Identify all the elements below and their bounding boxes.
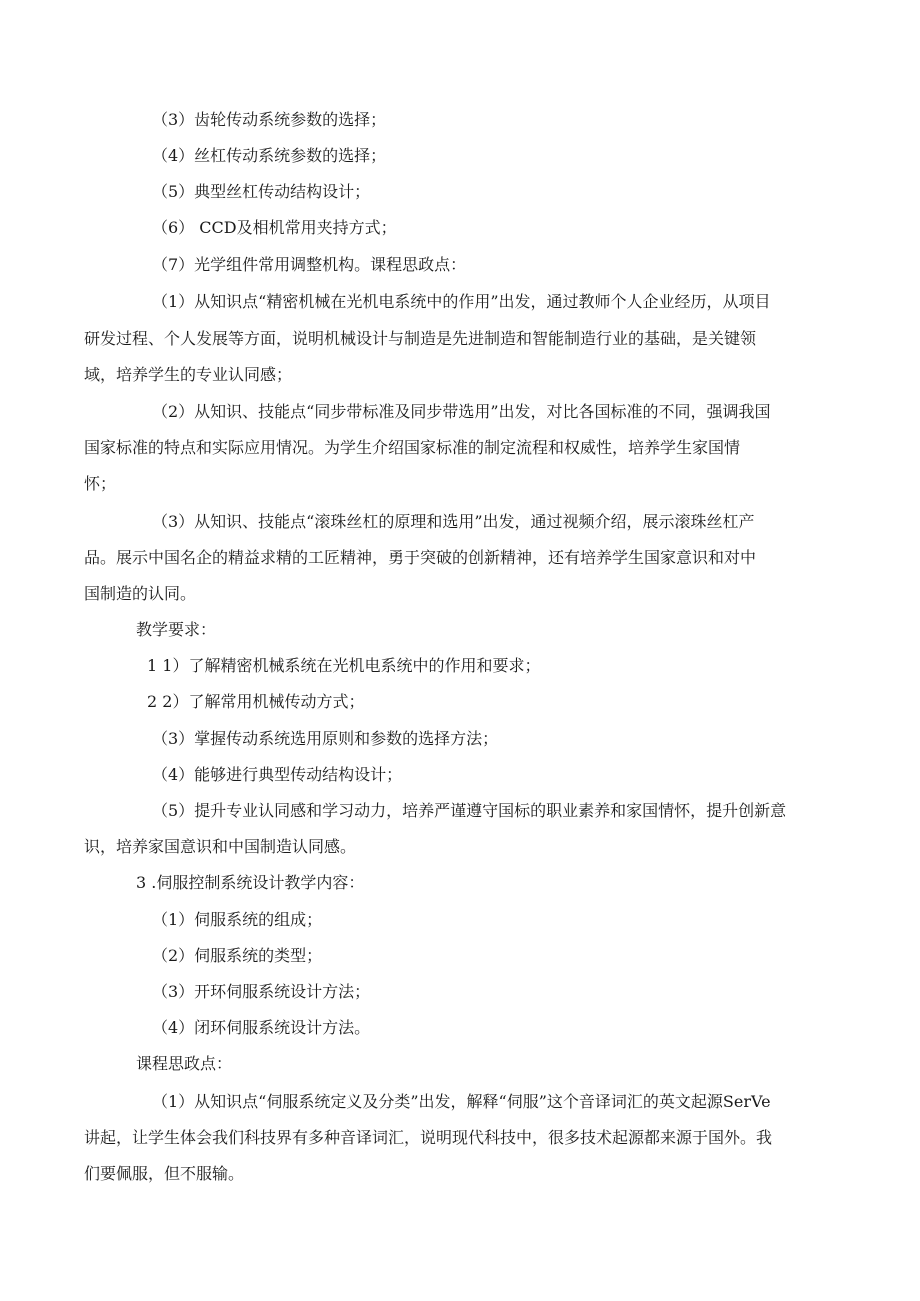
text-line: 1 1）了解精密机械系统在光机电系统中的作用和要求； (147, 656, 541, 675)
text-line: （2）从知识、技能点“同步带标准及同步带选用”出发，对比各国标准的不同，强调我国 (152, 402, 771, 421)
section-heading: 3 .伺服控制系统设计教学内容： (136, 873, 365, 892)
text-line: 域，培养学生的专业认同感； (84, 365, 293, 384)
text-line: 怀； (84, 474, 117, 493)
text-line: （1）从知识点“精密机械在光机电系统中的作用”出发，通过教师个人企业经历，从项目 (152, 292, 771, 311)
text-line: 识，培养家国意识和中国制造认同感。 (84, 837, 357, 856)
text-line: 研发过程、个人发展等方面，说明机械设计与制造是先进制造和智能制造行业的基础，是关键领 (84, 329, 757, 348)
text-line: 们要佩服，但不服输。 (84, 1164, 245, 1183)
text-line: （4）能够进行典型传动结构设计； (152, 765, 403, 784)
text-line: （4）丝杠传动系统参数的选择； (152, 146, 387, 165)
text-line: （7）光学组件常用调整机构。课程思政点： (152, 255, 467, 274)
text-line: （3）开环伺服系统设计方法； (152, 982, 371, 1001)
text-line: 讲起，让学生体会我们科技界有多种音译词汇，说明现代科技中，很多技术起源都来源于国外。我 (84, 1128, 773, 1147)
text-line: 2 2）了解常用机械传动方式； (147, 692, 365, 711)
text-line: 品。展示中国名企的精益求精的工匠精神，勇于突破的创新精神，还有培养学生国家意识和对中 (84, 548, 757, 567)
text-line: （6） CCD及相机常用夹持方式； (152, 218, 397, 237)
section-heading: 教学要求： (136, 620, 217, 639)
text-line: 国制造的认同。 (84, 584, 197, 603)
text-line: （5）提升专业认同感和学习动力，培养严谨遵守国标的职业素养和家国情怀，提升创新意 (152, 801, 787, 820)
text-line: （5）典型丝杠传动结构设计； (152, 182, 371, 201)
text-line: （3）从知识、技能点“滚珠丝杠的原理和选用”出发，通过视频介绍，展示滚珠丝杠产 (152, 512, 755, 531)
text-line: 国家标准的特点和实际应用情况。为学生介绍国家标准的制定流程和权威性，培养学生家国情 (84, 438, 741, 457)
text-line: （1）从知识点“伺服系统定义及分类”出发，解释“伺服”这个音译词汇的英文起源SerVe (152, 1092, 771, 1111)
text-line: （3）掌握传动系统选用原则和参数的选择方法； (152, 729, 499, 748)
text-line: （3）齿轮传动系统参数的选择； (152, 110, 387, 129)
section-heading: 课程思政点： (136, 1054, 233, 1073)
text-line: （4）闭环伺服系统设计方法。 (152, 1018, 371, 1037)
text-line: （1）伺服系统的组成； (152, 910, 323, 929)
text-line: （2）伺服系统的类型； (152, 946, 323, 965)
